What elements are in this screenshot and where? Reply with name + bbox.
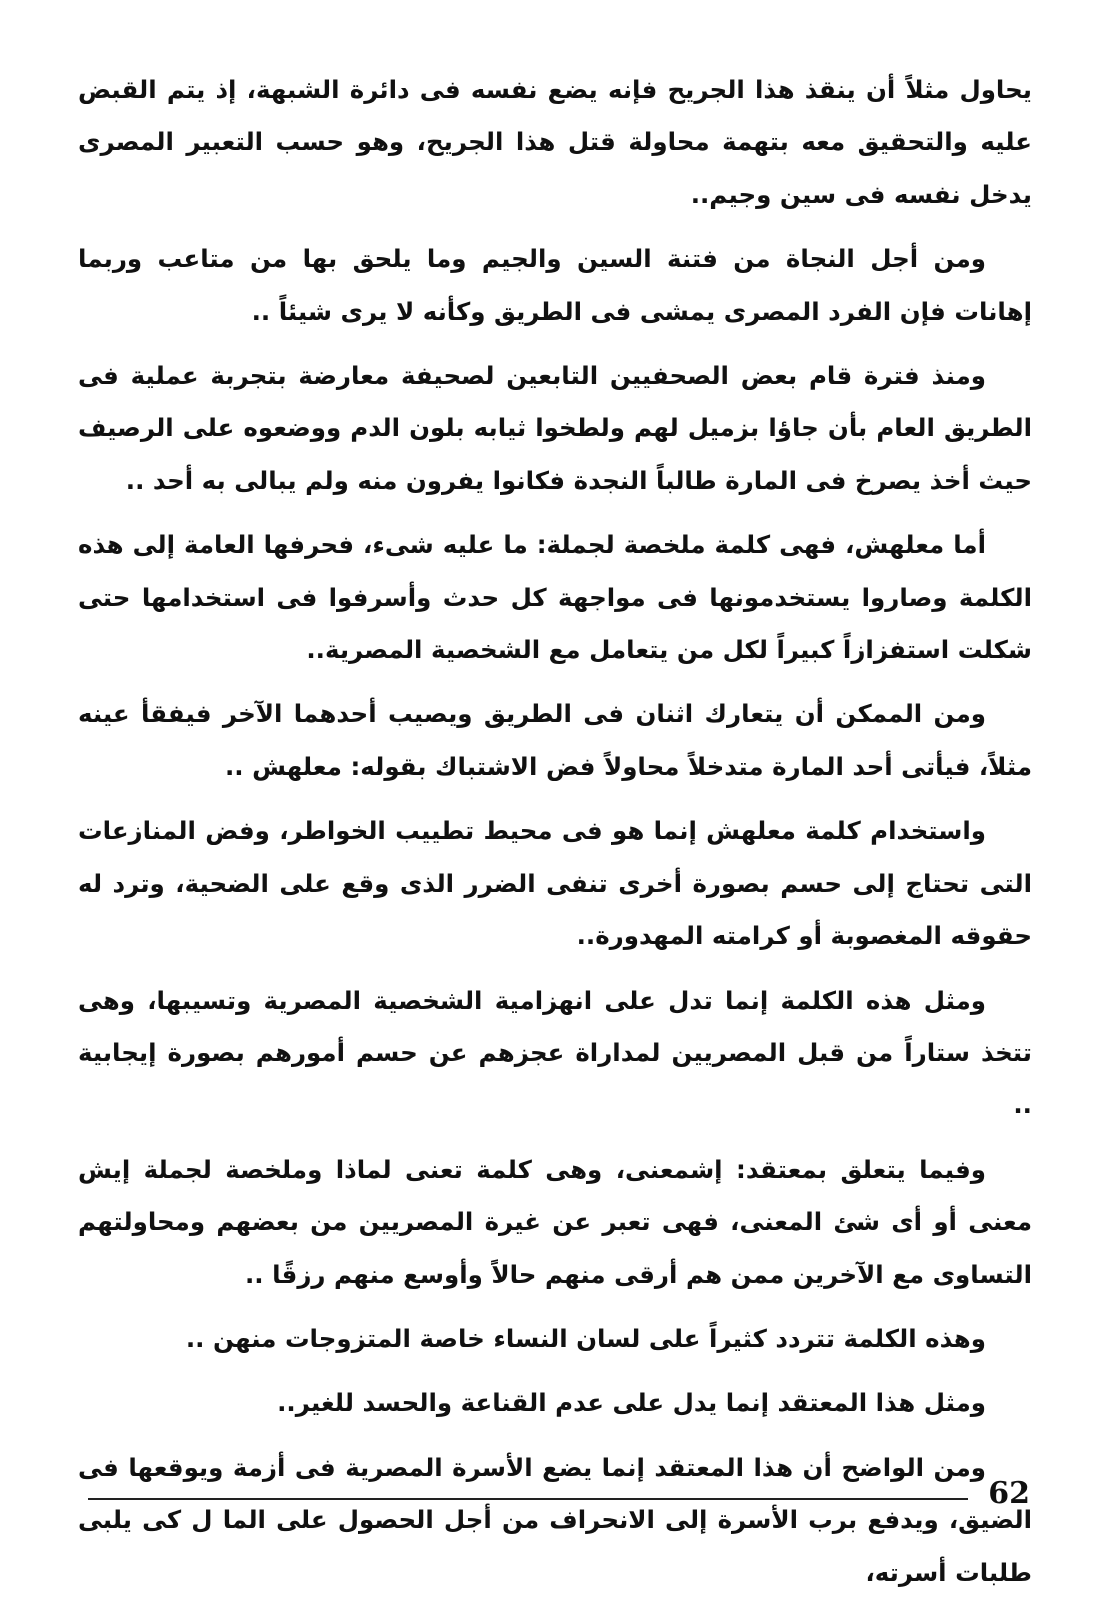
paragraph-11: ومن الواضح أن هذا المعتقد إنما يضع الأسرة المصرية فى أزمة ويوقعها فى الضيق، ويدفع برب الأسرة إلى الانحراف من أجل الحصول على الما ل كى يلبى طلبات أسرته، [78, 1452, 1032, 1587]
paragraph-2: ومن أجل النجاة من فتنة السين والجيم وما يلحق بها من متاعب وربما إهانات فإن الفرد المصرى يمشى فى الطريق وكأنه لا يرى شيئاً .. [78, 244, 1032, 326]
body-text [78, 64, 1032, 1599]
paragraph-10: ومثل هذا المعتقد إنما يدل على عدم القناعة والحسد للغير.. [277, 1388, 986, 1418]
paragraph-1: يحاول مثلاً أن ينقذ هذا الجريح فإنه يضع نفسه فى دائرة الشبهة، إذ يتم القبض عليه والتحقيق معه بتهمة محاولة قتل هذا الجريح، وهو حسب التعبير المصرى يدخل نفسه فى سين وجيم.. [78, 75, 1032, 209]
page-footer [88, 1474, 1030, 1514]
footer-divider [88, 1498, 968, 1500]
paragraph-6: واستخدام كلمة معلهش إنما هو فى محيط تطييب الخواطر، وفض المنازعات التى تحتاج إلى حسم بصورة أخرى تنفى الضرر الذى وقع على الضحية، وترد له حقوقه المغصوبة أو كرامته المهدورة.. [78, 816, 1032, 951]
paragraph-7: ومثل هذه الكلمة إنما تدل على انهزامية الشخصية المصرية وتسيبها، وهى تتخذ ستاراً من قبل المصريين لمداراة عجزهم عن حسم أمورهم بصورة إيجابية .. [78, 985, 1032, 1120]
paragraph-9: وهذه الكلمة تتردد كثيراً على لسان النساء خاصة المتزوجات منهن .. [185, 1323, 986, 1353]
page-number: 62 [988, 1476, 1030, 1511]
paragraph-5: ومن الممكن أن يتعارك اثنان فى الطريق ويصيب أحدهما الآخر فيفقأ عينه مثلاً، فيأتى أحد المارة متدخلاً محاولاً فض الاشتباك بقوله: معلهش .. [78, 699, 1032, 781]
paragraph-4: أما معلهش، فهى كلمة ملخصة لجملة: ما عليه شىء، فحرفها العامة إلى هذه الكلمة وصاروا يستخدمونها فى مواجهة كل حدث وأسرفوا فى استخدامها حتى شكلت استفزازاً كبيراً لكل من يتعامل مع الشخصية المصرية.. [78, 530, 1032, 665]
paragraph-3: ومنذ فترة قام بعض الصحفيين التابعين لصحيفة معارضة بتجربة عملية فى الطريق العام بأن جاؤا بزميل لهم ولطخوا ثيابه بلون الدم ووضعوه على الرصيف حيث أخذ يصرخ فى المارة طالباً النجدة فكانوا يفرون منه ولم يبالى به أحد .. [78, 361, 1032, 495]
paragraph-8: وفيما يتعلق بمعتقد: إشمعنى، وهى كلمة تعنى لماذا وملخصة لجملة إيش معنى أو أى شئ المعنى، فهى تعبر عن غيرة المصريين من بعضهم ومحاولتهم التساوى مع الآخرين ممن هم أرقى منهم حالاً وأوسع منهم رزقًا .. [78, 1154, 1032, 1289]
